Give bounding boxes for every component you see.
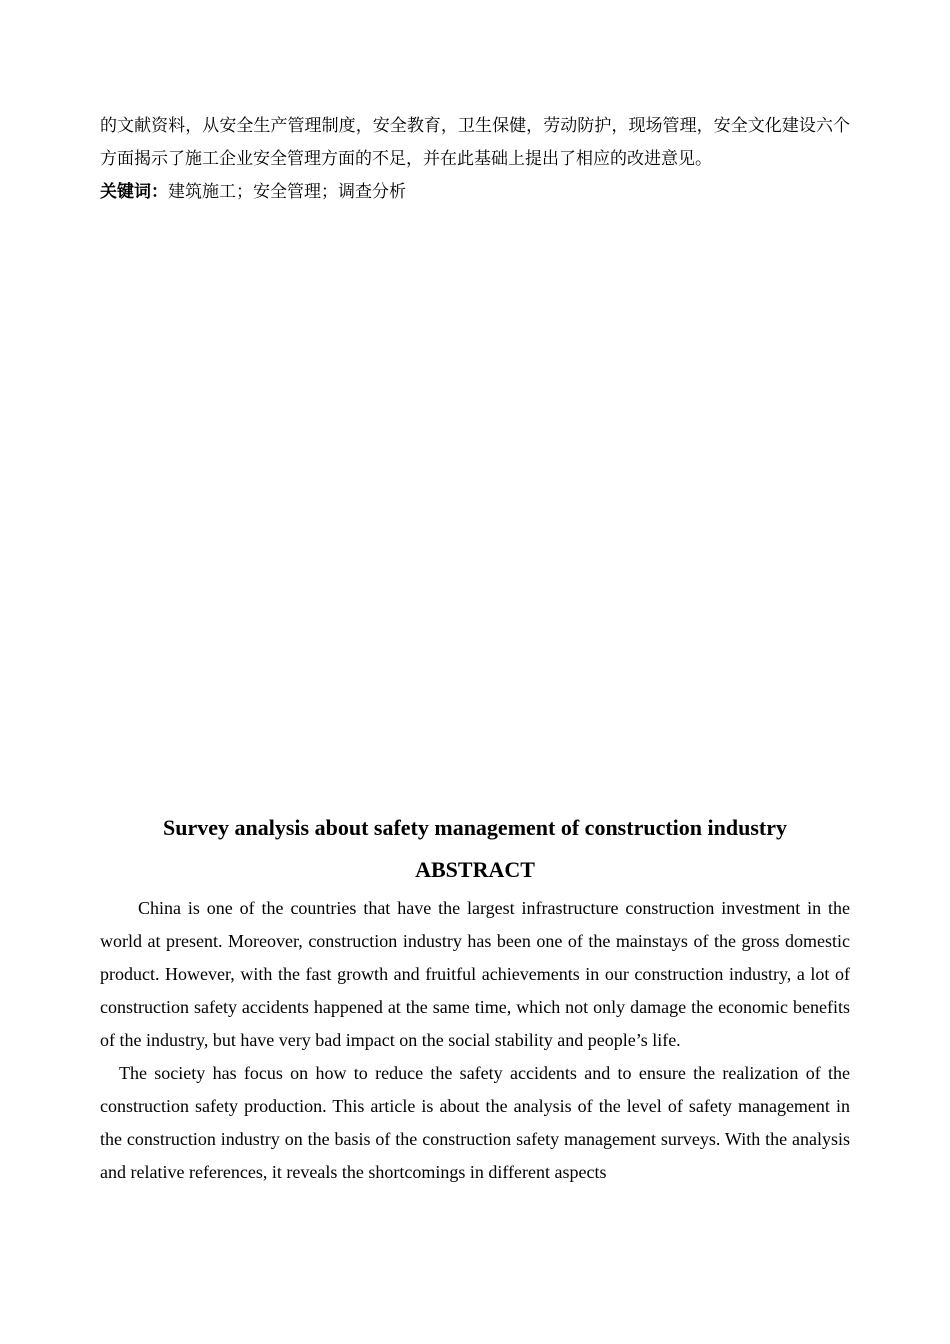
keywords-line xyxy=(100,176,850,209)
chinese-abstract xyxy=(100,110,850,209)
abstract-paragraph: The society has focus on how to reduce the safety accidents and to ensure the realization of the construction safety production. This article is about the analysis of the level of safety management in the construction industry on the basis of the construction safety management surveys. With the analysis and relative references, it reveals the shortcomings in different aspects xyxy=(100,1063,850,1182)
chinese-abstract-text: 的文献资料，从安全生产管理制度，安全教育，卫生保健，劳动防护，现场管理，安全文化建设六个方面揭示了施工企业安全管理方面的不足，并在此基础上提出了相应的改进意见。 xyxy=(100,116,850,169)
english-abstract-body xyxy=(100,892,850,1189)
keywords-text: 建筑施工；安全管理；调查分析 xyxy=(168,182,406,202)
english-title: Survey analysis about safety management of construction industry xyxy=(163,815,787,840)
abstract-paragraph: China is one of the countries that have the largest infrastructure construction investment in the world at present. Moreover, construction industry has been one of the mainstays of the gross domestic product. However, with the fast growth and fruitful achievements in our construction industry, a lot of construction safety accidents happened at the same time, which not only damage the economic benefits of the industry, but have very bad impact on the social stability and people’s life. xyxy=(100,898,850,1050)
keywords-label: 关键词： xyxy=(100,182,168,202)
abstract-heading: ABSTRACT xyxy=(415,857,535,882)
